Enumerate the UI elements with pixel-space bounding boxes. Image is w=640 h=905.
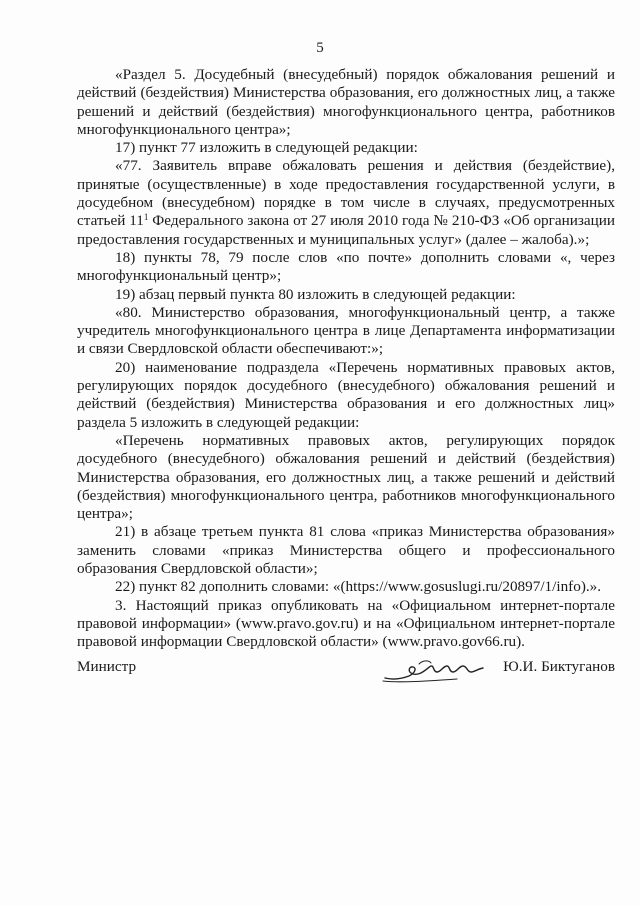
- page-number: 5: [316, 40, 324, 56]
- paragraph-item-21: 21) в абзаце третьем пункта 81 слова «приказ Министерства образования» заменить словами «приказ Министерства общего и профессионального образования Свердловской области»;: [77, 523, 615, 578]
- paragraph-item-22: 22) пункт 82 дополнить словами: «(https://www.gosuslugi.ru/20897/1/info).».: [115, 578, 602, 596]
- document-body: [77, 66, 615, 652]
- paragraph-item-77-part-a: «77. Заявитель вправе обжаловать решения и действия (бездействие), принятые (осуществленные) в ходе предоставления государственной услуги, в досудебном (внесудебном) порядке в том числе в случаях, предусмотренных статьей 11: [77, 157, 615, 230]
- paragraph-item-18: 18) пункты 78, 79 после слов «по почте» дополнить словами «, через многофункциональный центр»;: [77, 248, 615, 285]
- paragraph-subsection-title: «Перечень нормативных правовых актов, регулирующих порядок досудебного (внесудебного) обжалования решений и действий (бездействия) Министерства образования, его должностных лиц, а также решений и действий (бездействия) многофункционального центра, работников многофункционального центра»;: [77, 431, 615, 523]
- paragraph-section-5-title: «Раздел 5. Досудебный (внесудебный) порядок обжалования решений и действий (бездействия) Министерства образования, его должностных лиц, а также решений и действий (бездействия) многофункционального центра, работников многофункционального центра»;: [77, 66, 615, 138]
- paragraph-item-19: 19) абзац первый пункта 80 изложить в следующей редакции:: [115, 285, 516, 303]
- signature-block: [77, 658, 615, 698]
- paragraph-item-17: 17) пункт 77 изложить в следующей редакции:: [115, 139, 418, 157]
- paragraph-item-77-text: [77, 157, 615, 248]
- handwritten-signature: [379, 654, 489, 688]
- signer-title: Министр: [77, 658, 137, 675]
- paragraph-publication-order: 3. Настоящий приказ опубликовать на «Официальном интернет-портале правовой информации» (www.pravo.gov.ru) и на «Официальном интернет-портале правовой информации Свердловской области» (www.pravo.gov66.ru).: [77, 596, 615, 651]
- superscript-1: 1: [143, 212, 149, 223]
- paragraph-item-80-text: «80. Министерство образования, многофункциональный центр, а также учредитель многофункционального центра в лице Департамента информатизации и связи Свердловской области обеспечивают:»;: [77, 303, 615, 358]
- paragraph-item-20: 20) наименование подраздела «Перечень нормативных правовых актов, регулирующих порядок досудебного (внесудебного) обжалования решений и действий (бездействия) Министерства образования и его должностных лиц» раздела 5 изложить в следующей редакции:: [77, 358, 615, 431]
- signer-name: Ю.И. Биктуганов: [503, 658, 615, 675]
- paragraph-item-77-part-b: Федерального закона от 27 июля 2010 года № 210-ФЗ «Об организации предоставления государственных и муниципальных услуг» (далее – жалоба).»;: [77, 212, 616, 248]
